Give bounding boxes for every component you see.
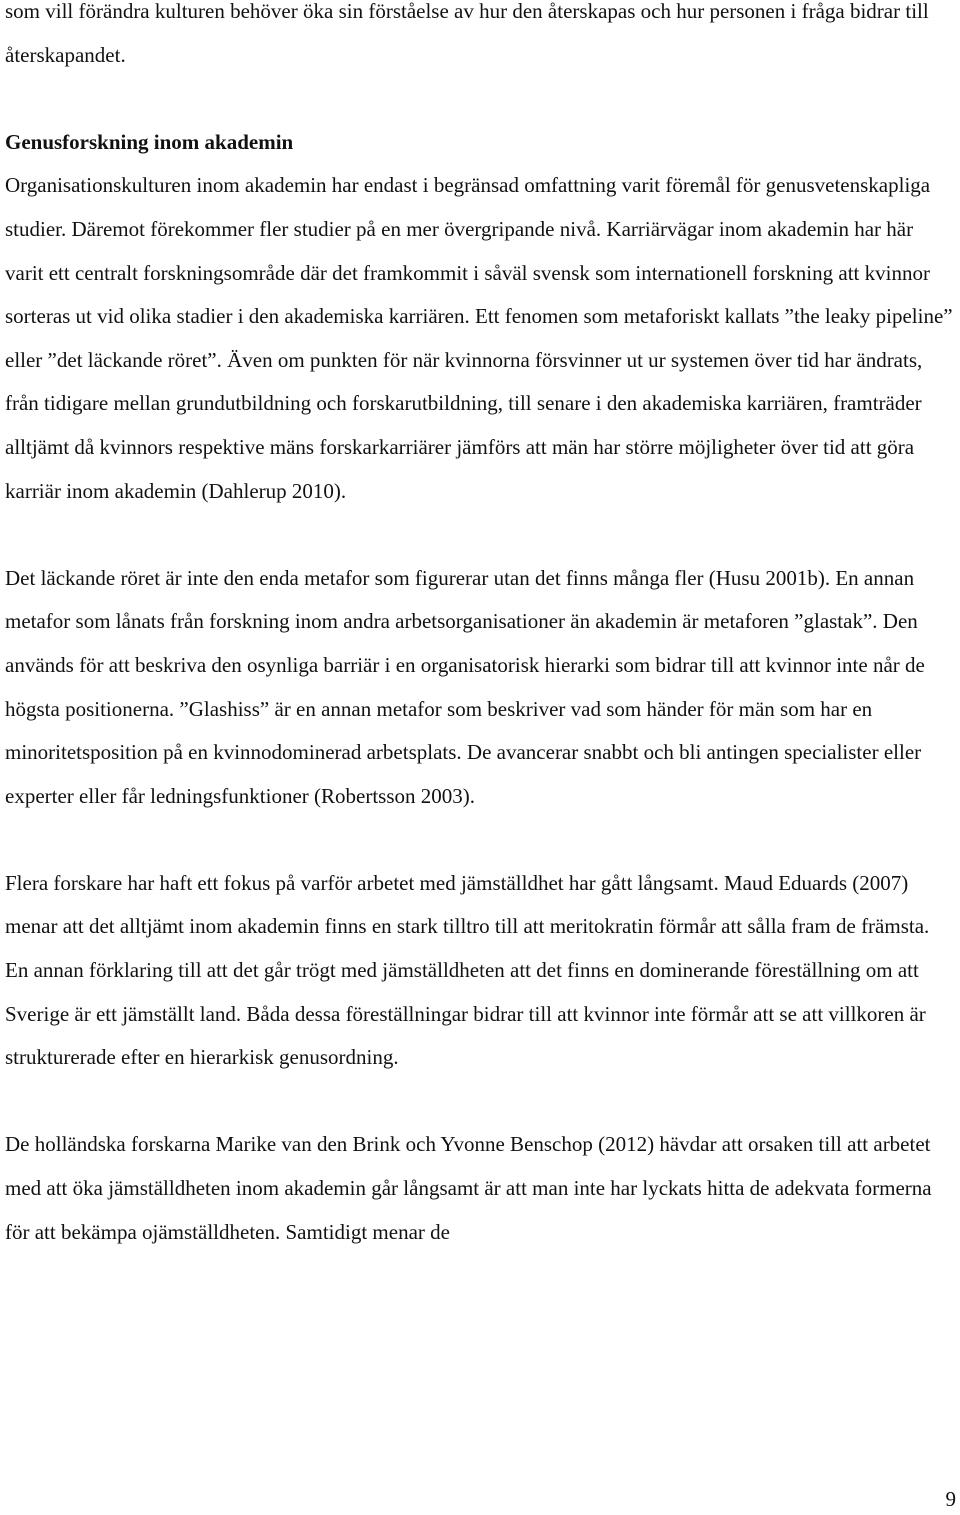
section-heading: Genusforskning inom akademin <box>5 129 294 154</box>
paragraph-text: Det läckande röret är inte den enda metafor som figurerar utan det finns många fler (Husu 2001b). En annan metafor som lånats från forskning inom andra arbetsorganisationer än akademin är metaforen ”glastak”. Den används för att beskriva den osynliga barriär i en organisatorisk hierarki som bidrar till att kvinnor inte når de högsta positionerna. ”Glashiss” är en annan metafor som beskriver vad som händer för män som har en minoritetsposition på en kvinnodominerad arbetsplats. De avancerar snabbt och bli antingen specialister eller experter eller får ledningsfunktioner (Robertsson 2003). <box>5 565 925 808</box>
paragraph-text: Organisationskulturen inom akademin har endast i begränsad omfattning varit föremål för genusvetenskapliga studier. Däremot förekommer fler studier på en mer övergripande nivå. Karriärvägar inom akademin har här varit ett centralt forskningsområde där det framkommit i såväl svensk som internationell forskning att kvinnor sorteras ut vid olika stadier i den akademiska karriären. Ett fenomen som metaforiskt kallats ”the leaky pipeline” eller ”det läckande röret”. Även om punkten för när kvinnorna försvinner ut ur systemen över tid har ändrats, från tidigare mellan grundutbildning och forskarutbildning, till senare i den akademiska karriären, framträder alltjämt då kvinnors respektive mäns forskarkarriärer jämförs att män har större möjligheter över tid att göra karriär inom akademin (Dahlerup 2010). <box>5 173 953 503</box>
paragraph-text: Flera forskare har haft ett fokus på varför arbetet med jämställdhet har gått långsamt. Maud Eduards (2007) menar att det alltjämt inom akademin finns en stark tilltro till att meritokratin förmår att sålla fram de främsta. En annan förklaring till att det går trögt med jämställdheten att det finns en dominerande föreställning om att Sverige är ett jämställt land. Båda dessa föreställningar bidrar till att kvinnor inte förmår att se att villkoren är strukturerade efter en hierarkisk genusordning. <box>5 870 930 1070</box>
paragraph-slow-progress <box>5 862 955 1080</box>
paragraph-text: som vill förändra kulturen behöver öka sin förståelse av hur den återskapas och hur personen i fråga bidrar till återskapandet. <box>5 0 929 67</box>
section-genusforskning <box>5 121 955 513</box>
paragraph-continued <box>5 0 955 77</box>
document-page <box>5 0 955 1254</box>
page-number: 9 <box>945 1487 956 1511</box>
paragraph-dutch-researchers <box>5 1123 955 1254</box>
paragraph-metaphors <box>5 557 955 819</box>
paragraph-text: De holländska forskarna Marike van den Brink och Yvonne Benschop (2012) hävdar att orsaken till att arbetet med att öka jämställdheten inom akademin går långsamt är att man inte har lyckats hitta de adekvata formerna för att bekämpa ojämställdheten. Samtidigt menar de <box>5 1132 932 1244</box>
